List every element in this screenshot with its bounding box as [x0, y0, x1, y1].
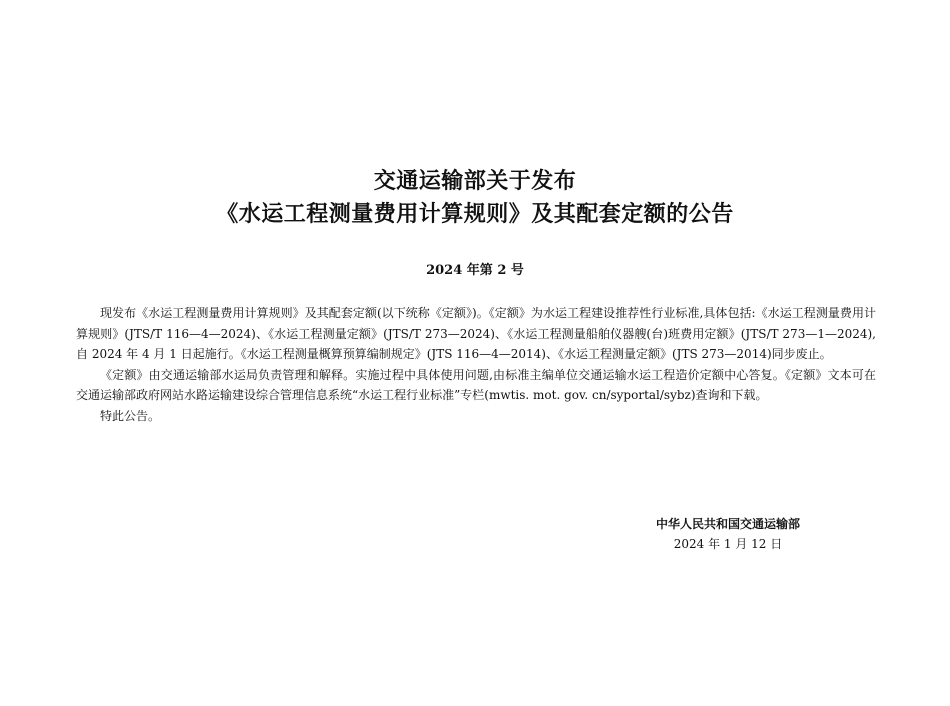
- paragraph-management: 《定额》由交通运输部水运局负责管理和解释。实施过程中具体使用问题,由标准主编单位交通运输水运工程造价定额中心答复。《定额》文本可在交通运输部政府网站水路运输建设综合管理信息系统“水运工程行业标准”专栏(mwtis. mot. gov. cn/syportal/sybz)查询和下载。: [76, 367, 876, 402]
- document-number: 2024 年第 2 号: [426, 263, 524, 278]
- paragraph-announcement: 现发布《水运工程测量费用计算规则》及其配套定额(以下统称《定额》)。《定额》为水运工程建设推荐性行业标准,具体包括:《水运工程测量费用计算规则》(JTS/T 116—4—2024)、《水运工程测量定额》(JTS/T 273—2024)、《水运工程测量船舶仪器艘(台)班费用定额》(JTS/T 273—1—2024),自 2024 年 4 月 1 日起施行。《水运工程测量概算预算编制规定》(JTS 116—4—2014)、《水运工程测量定额》(JTS 273—2014)同步废止。: [76, 306, 876, 361]
- document-title-line-2: 《水运工程测量费用计算规则》及其配套定额的公告: [216, 201, 734, 227]
- signature-date: 2024 年 1 月 12 日: [673, 537, 783, 551]
- paragraph-closing: 特此公告。: [100, 408, 161, 423]
- signature-organization: 中华人民共和国交通运输部: [655, 517, 800, 531]
- document-body: [76, 303, 876, 426]
- document-title-line-1: 交通运输部关于发布: [373, 168, 577, 194]
